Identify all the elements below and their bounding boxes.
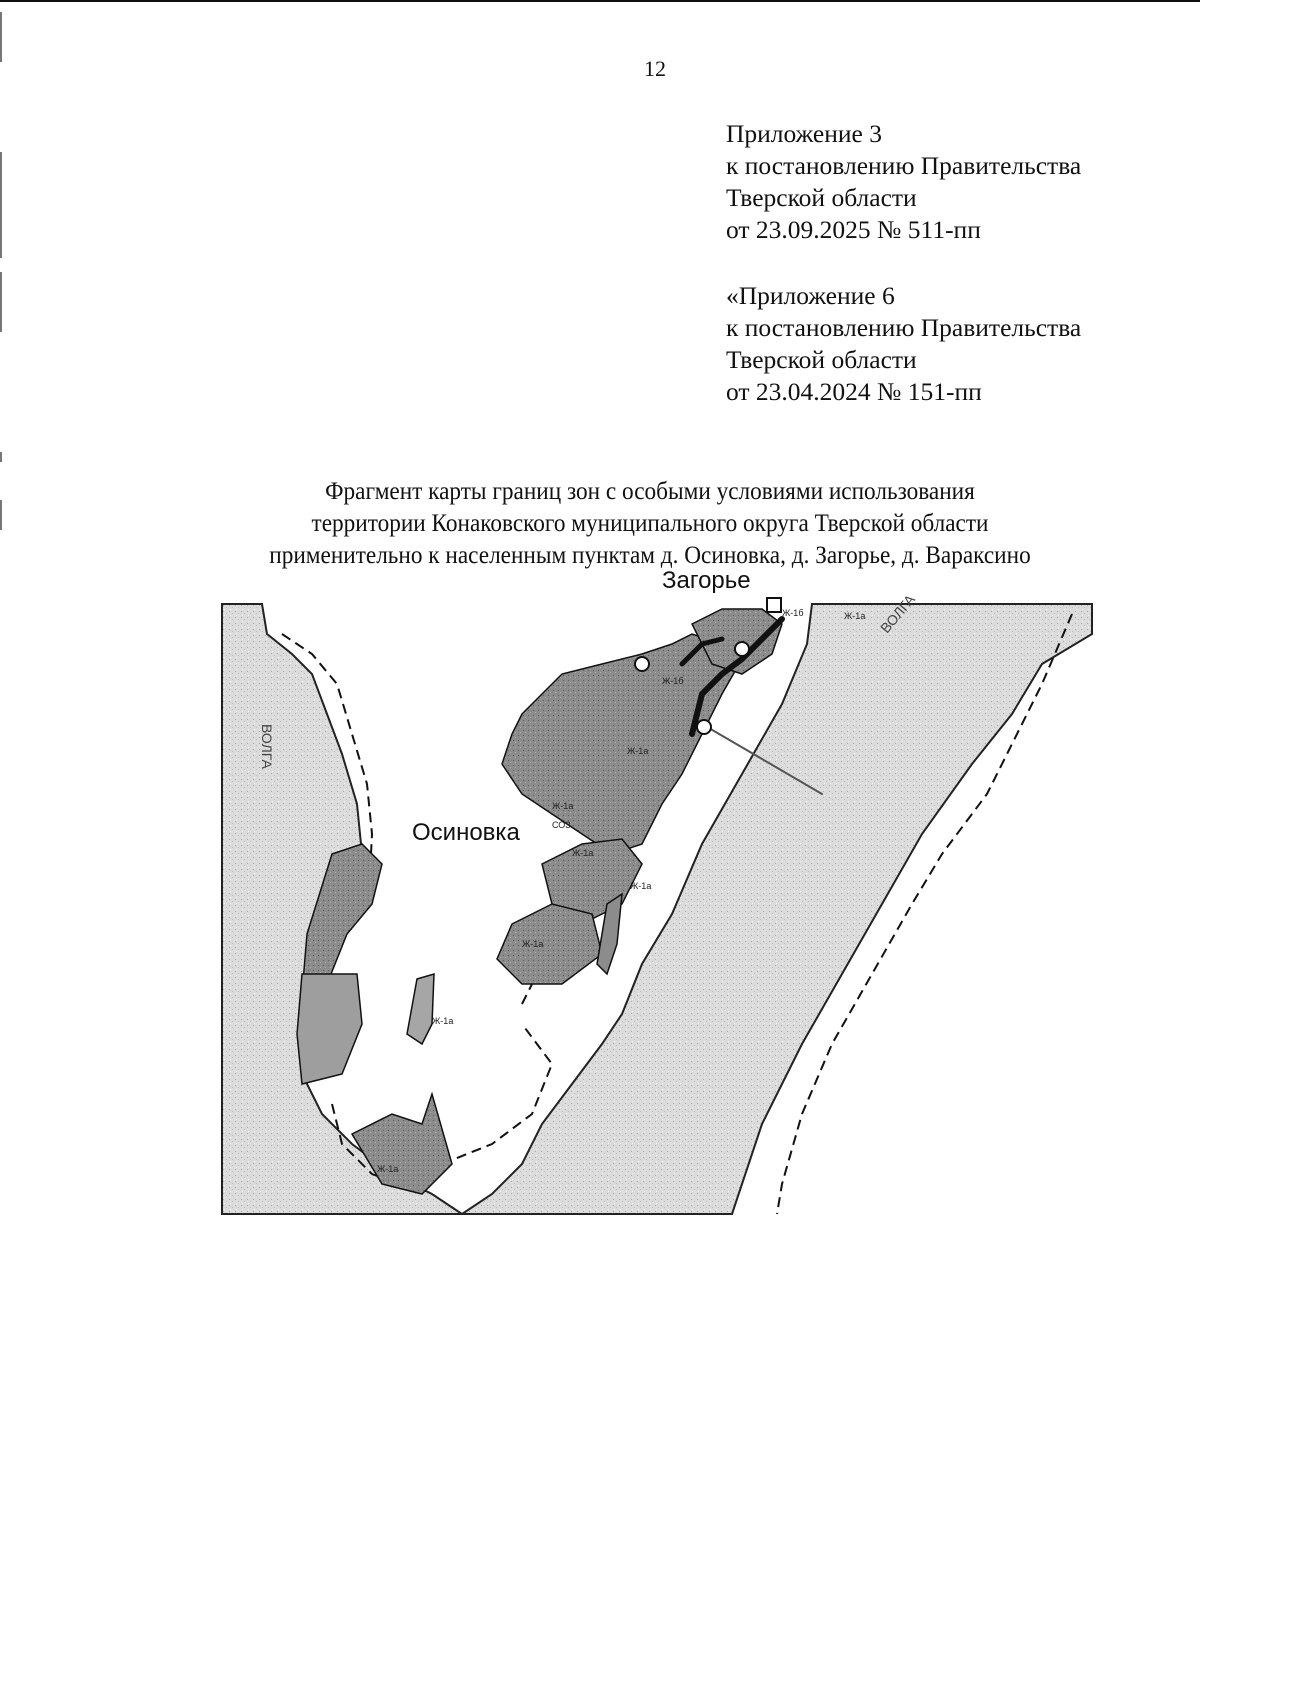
- scan-edge-mark: [0, 12, 2, 62]
- document-title: [176, 476, 1125, 572]
- zone-label: Ж-1а: [844, 611, 866, 621]
- page-top-border: [0, 0, 1200, 2]
- appendix-header-current: [726, 118, 1081, 246]
- settlement-label-zagorye: Загорье: [662, 567, 751, 594]
- zone-map-fragment: [222, 567, 1092, 1214]
- zone-label: Ж-1а: [522, 939, 544, 949]
- zone-label: Ж-1а: [627, 746, 649, 756]
- appendix-line: от 23.09.2025 № 511-пп: [726, 215, 981, 244]
- river-label-east: ВОЛГА: [877, 591, 919, 636]
- appendix-line: от 23.04.2024 № 151-пп: [726, 377, 982, 406]
- appendix-line: к постановлению Правительства: [726, 151, 1082, 180]
- title-line: применительно к населенным пунктам д. Осиновка, д. Загорье, д. Вараксино: [269, 542, 1031, 569]
- scan-edge-mark: [0, 500, 2, 530]
- zone-label: Ж-1б: [662, 676, 684, 686]
- title-line: территории Конаковского муниципального округа Тверской области: [311, 510, 989, 537]
- zone-label: Ж-1а: [630, 881, 652, 891]
- zone-label: Ж-1а: [552, 801, 574, 811]
- special-zone-label: СОЗ: [552, 820, 571, 830]
- scan-edge-mark: [0, 452, 2, 462]
- appendix-line: Тверской области: [726, 345, 917, 374]
- appendix-line: «Приложение 6: [726, 281, 895, 310]
- appendix-line: Тверской области: [726, 183, 917, 212]
- title-line: Фрагмент карты границ зон с особыми условиями использования: [325, 478, 975, 505]
- zone-label: Ж-1а: [377, 1164, 399, 1174]
- scan-edge-mark: [0, 152, 2, 258]
- appendix-line: Приложение 3: [726, 119, 882, 148]
- scan-edge-mark: [0, 272, 2, 332]
- page-number: 12: [644, 56, 666, 81]
- river-label-west: ВОЛГА: [259, 724, 275, 769]
- zone-label: Ж-1а: [572, 848, 594, 858]
- appendix-line: к постановлению Правительства: [726, 313, 1082, 342]
- appendix-header-original: [726, 280, 1081, 408]
- zone-label: Ж-1а: [432, 1016, 454, 1026]
- settlement-label-osinovka: Осиновка: [412, 819, 520, 846]
- zone-label: Ж-1б: [782, 608, 804, 618]
